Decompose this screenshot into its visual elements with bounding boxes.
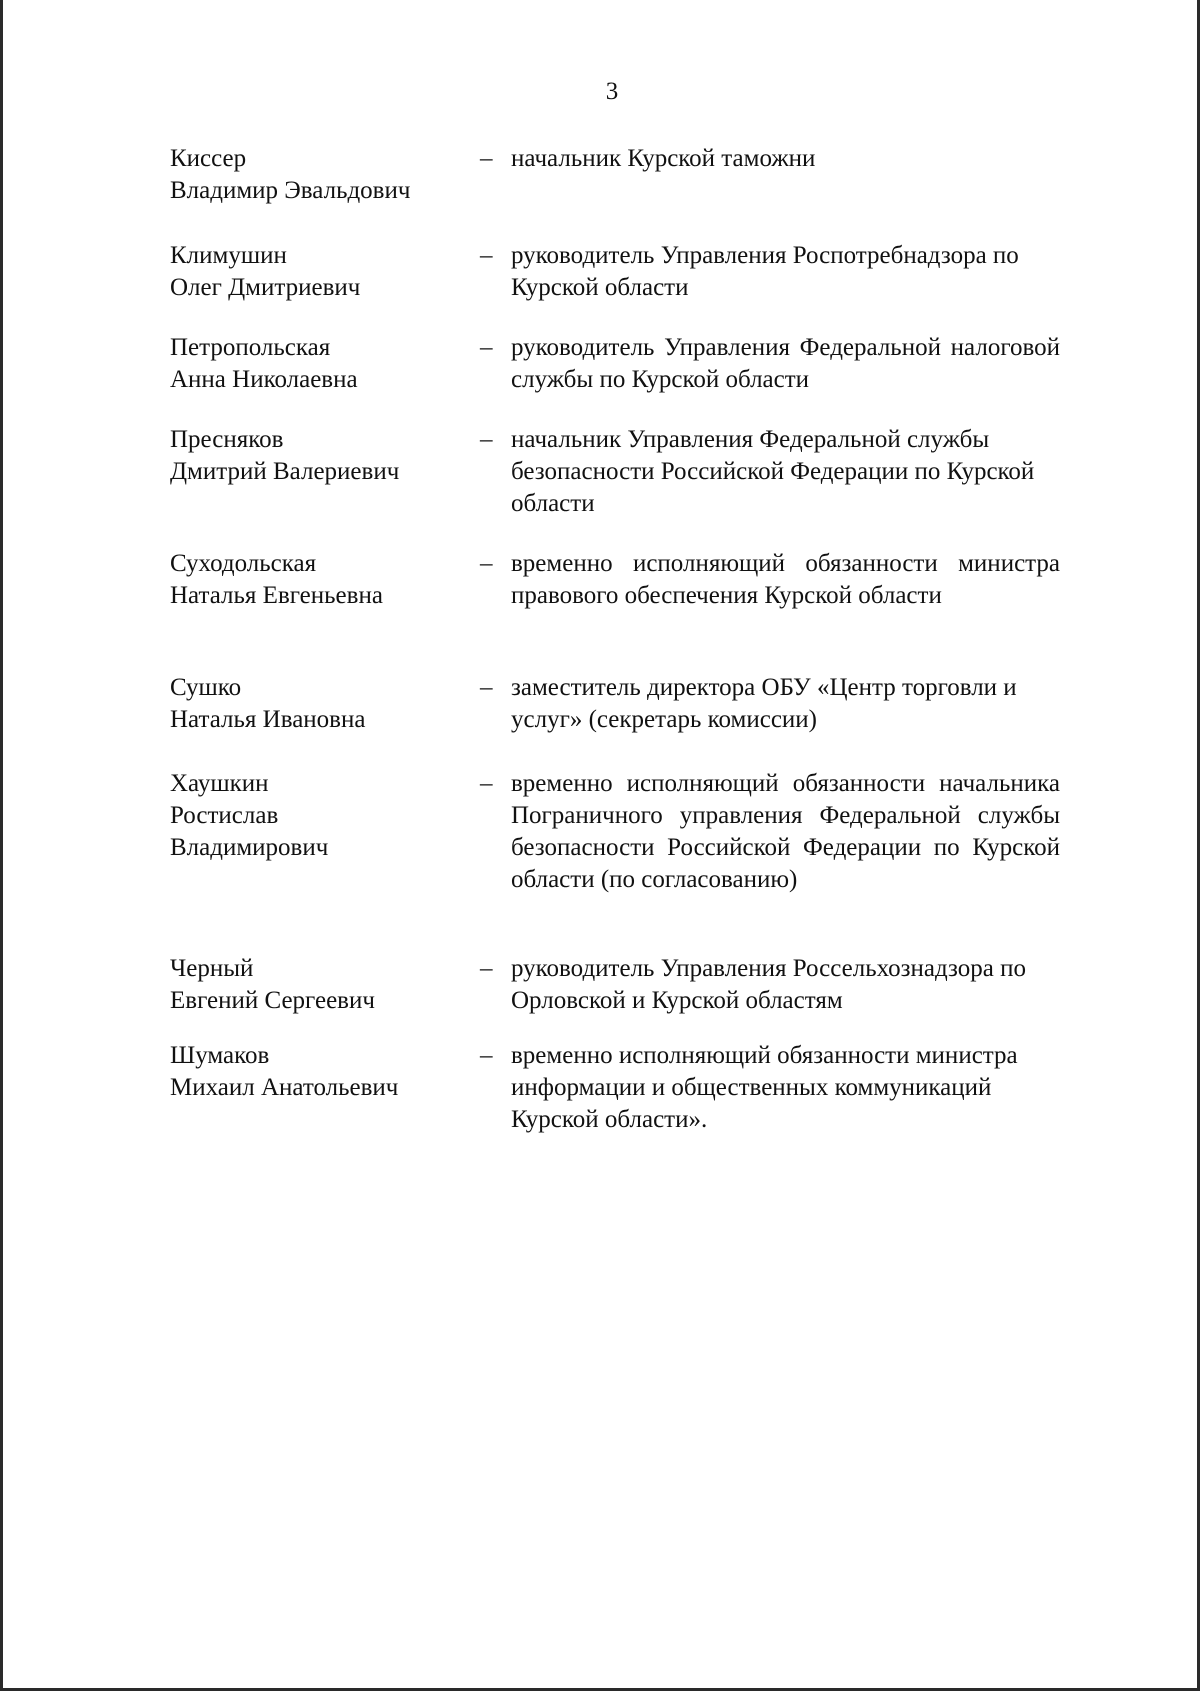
member-surname: Климушин [170,242,287,269]
member-position: руководитель Управления Федеральной налоговой службы по Курской области [511,334,1060,393]
member-surname: Шумаков [170,1042,270,1069]
member-surname: Хаушкин [170,770,269,797]
member-given-name: Олег Дмитриевич [170,274,361,301]
member-name [170,768,470,864]
member-surname: Суходольская [170,550,317,577]
member-dash: – [480,770,493,797]
member-surname: Петропольская [170,334,331,361]
member-position: заместитель директора ОБУ «Центр торговли и услуг» (секретарь комиссии) [511,674,1017,733]
member-given-name: Евгений Сергеевич [170,987,375,1014]
member-surname: Сушко [170,674,242,701]
member-name [170,548,470,612]
member-name [170,332,470,396]
member-surname: Черный [170,955,254,982]
member-name [170,240,470,304]
member-position: временно исполняющий обязанности министра информации и общественных коммуникаций Курской области». [511,1042,1018,1133]
member-dash: – [480,145,493,172]
member-given-name: Анна Николаевна [170,366,358,393]
member-given-name: Наталья Ивановна [170,706,366,733]
member-name [170,1040,470,1104]
member-given-name: Владимир Эвальдович [170,177,411,204]
member-dash: – [480,550,493,577]
member-name [170,953,470,1017]
member-name [170,424,470,488]
member-given-name: Ростислав [170,802,279,829]
member-position: руководитель Управления Россельхознадзора по Орловской и Курской областям [511,955,1026,1014]
page-number: 3 [605,78,619,105]
member-position: руководитель Управления Роспотребнадзора по Курской области [511,242,1019,301]
member-position: временно исполняющий обязанности начальника Пограничного управления Федеральной службы безопасности Российской Федерации по Курской области (по согласованию) [511,770,1060,893]
member-dash: – [480,1042,493,1069]
member-position: начальник Управления Федеральной службы безопасности Российской Федерации по Курской области [511,426,1035,517]
member-dash: – [480,334,493,361]
member-dash: – [480,426,493,453]
member-position: начальник Курской таможни [511,145,816,172]
member-dash: – [480,955,493,982]
scan-edge-left [0,0,3,1691]
member-name [170,143,470,207]
member-surname: Пресняков [170,426,284,453]
member-given-name: Дмитрий Валериевич [170,458,400,485]
member-dash: – [480,674,493,701]
member-surname: Киссер [170,145,247,172]
member-dash: – [480,242,493,269]
member-given-name: Михаил Анатольевич [170,1074,399,1101]
member-given-name: Наталья Евгеньевна [170,582,383,609]
member-name [170,672,470,736]
member-given-name-line2: Владимирович [170,834,329,861]
member-position: временно исполняющий обязанности министра правового обеспечения Курской области [511,550,1060,609]
